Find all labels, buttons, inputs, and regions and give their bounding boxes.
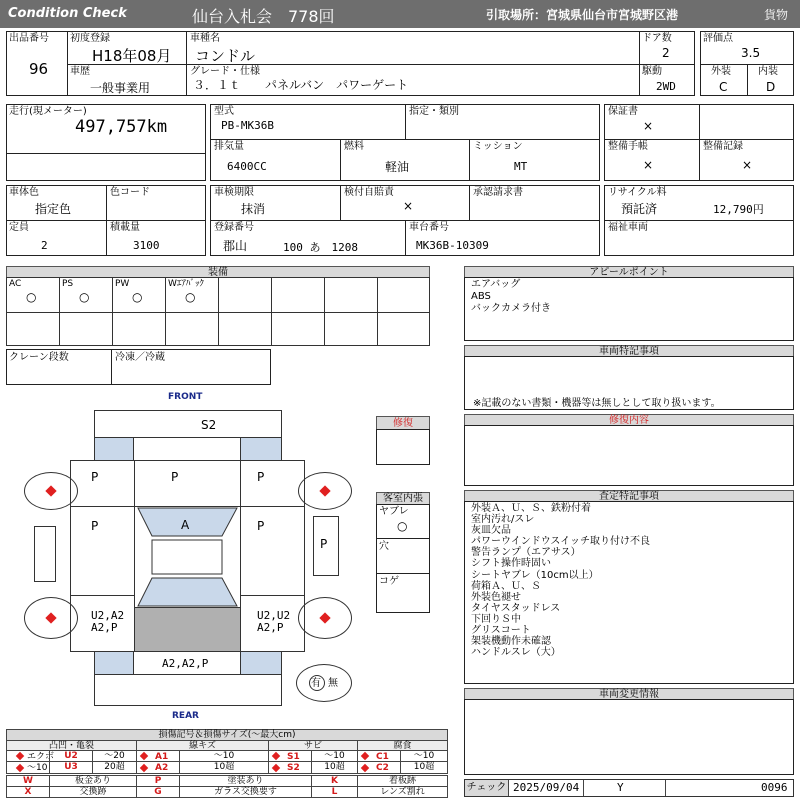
special-title: 車両特記事項	[464, 345, 794, 357]
damage-p: P	[257, 470, 265, 484]
doors-value: 2	[662, 46, 670, 60]
history-box	[67, 64, 187, 96]
grade-value: ３．１ｔ パネルバン パワーゲート	[193, 78, 409, 92]
note-line: 室内汚れ/スレ	[471, 514, 535, 526]
warranty-sub-box	[699, 104, 794, 140]
legend-size: 〜10	[311, 750, 358, 762]
legend-code: A1	[155, 752, 169, 762]
equipment-ps-label: PS	[62, 279, 74, 289]
colorcode-box	[106, 185, 206, 221]
equipment-cell	[165, 312, 219, 346]
change-info-title: 車両変更情報	[464, 688, 794, 700]
symbol-meaning: 板金あり	[49, 775, 137, 787]
equipment-cell	[324, 312, 378, 346]
legend-diamond-icon	[140, 764, 148, 772]
front-bumper-damage: S2	[201, 418, 217, 432]
manual-value: ×	[643, 158, 654, 172]
color-box	[6, 185, 107, 221]
mileage-sub-box	[6, 153, 206, 181]
repair-label: 修復	[376, 416, 430, 430]
legend-damage-table	[6, 740, 448, 774]
exterior-grade: C	[719, 80, 728, 94]
left-front-fender	[70, 460, 135, 507]
legend-code: S2	[287, 763, 300, 773]
mileage-value: 497,757km	[75, 117, 168, 137]
approval-label: 承認請求書	[473, 187, 523, 198]
equipment-cell	[271, 277, 325, 313]
check-date: 2025/09/04	[513, 781, 580, 794]
legend-size: 10超	[400, 761, 448, 774]
legend-text: 〜10	[27, 763, 48, 773]
rear-panel	[133, 651, 241, 675]
damage-p: P	[320, 537, 328, 551]
interior-title: 客室内張	[376, 492, 430, 505]
interior-hole-label: 穴	[379, 541, 389, 552]
legend-size: 〜20	[92, 750, 137, 762]
symbol-code: L	[311, 786, 358, 798]
symbol-code: K	[311, 775, 358, 787]
right-rear-damage-1: U2,U2	[257, 609, 291, 622]
damage-diagram	[0, 388, 376, 724]
name-box	[186, 31, 640, 65]
legend-title: 損傷記号＆損傷サイズ(〜最大cm)	[6, 729, 448, 741]
displacement-value: 6400CC	[227, 160, 267, 173]
interior-tear-box	[376, 504, 430, 539]
legend-diamond-icon	[272, 764, 280, 772]
front-right-corner	[240, 437, 282, 461]
first-reg-value: H18年08月	[92, 47, 172, 65]
vehicle-category: 貨物	[764, 8, 789, 22]
front-bumper-panel	[94, 410, 282, 438]
inspection-notes-title: 査定特記事項	[464, 490, 794, 502]
right-rear-panel	[240, 595, 305, 652]
first-reg-label: 初度登録	[70, 33, 110, 44]
appeal-item: エアバッグ	[471, 279, 521, 290]
legend-diamond-icon	[16, 752, 24, 760]
repair-box	[376, 429, 430, 465]
equipment-grid	[6, 277, 430, 346]
color-value: 指定色	[35, 202, 72, 216]
crane-box	[6, 349, 112, 385]
history-label: 車歴	[70, 66, 90, 77]
load-value: 3100	[133, 239, 160, 252]
note-line: シフト操作時固い	[471, 558, 551, 570]
change-info-box	[464, 699, 794, 775]
legend-group: 線キズ	[136, 740, 269, 751]
recycle-box	[604, 185, 794, 221]
exterior-box	[700, 64, 748, 96]
interior-label: 内装	[758, 66, 778, 77]
recycle-label: リサイクル料	[608, 187, 667, 198]
legend-diamond-icon	[361, 764, 369, 772]
divider	[583, 780, 584, 796]
legend-code: S1	[287, 752, 300, 762]
interior-burn-box	[376, 573, 430, 613]
regno-label: 登録番号	[214, 222, 254, 233]
displacement-label: 排気量	[214, 141, 244, 152]
left-rear-panel	[70, 595, 135, 652]
designation-label: 指定・類別	[409, 106, 459, 117]
drive-value: 2WD	[656, 80, 676, 93]
freezer-box	[111, 349, 271, 385]
load-label: 積載量	[110, 222, 140, 233]
lot-box	[6, 31, 68, 96]
equipment-cell	[218, 312, 272, 346]
appeal-item: ABS	[471, 291, 491, 302]
spare-yes: 有	[311, 678, 321, 689]
legend-size: 10超	[179, 761, 269, 774]
damage-p: P	[91, 519, 99, 533]
symbol-meaning: レンズ割れ	[357, 786, 448, 798]
colorcode-label: 色コード	[110, 187, 150, 198]
legend-symbol-table	[6, 775, 448, 798]
equipment-title: 装備	[6, 266, 430, 278]
equipment-wairbag-label: Wｴｱﾊﾞｯｸ	[168, 279, 204, 289]
record-box	[699, 139, 794, 181]
symbol-code: W	[6, 775, 50, 787]
score-label: 評価点	[703, 33, 733, 44]
doors-label: ドア数	[642, 33, 672, 44]
manual-label: 整備手帳	[608, 141, 648, 152]
fuel-box	[340, 139, 470, 181]
right-door	[240, 506, 305, 596]
equipment-cell-ps	[59, 277, 113, 313]
equipment-pw-label: PW	[115, 279, 130, 289]
front-panel	[133, 437, 241, 461]
equipment-cell	[377, 277, 430, 313]
note-line: タイヤスタッドレス	[471, 602, 561, 614]
equipment-cell-wairbag	[165, 277, 219, 313]
appeal-box	[464, 277, 794, 341]
legend-cell	[6, 761, 50, 774]
rear-right-corner	[240, 651, 282, 675]
mission-box	[469, 139, 600, 181]
regno-box	[210, 220, 406, 256]
damage-p: P	[257, 519, 265, 533]
symbol-code: X	[6, 786, 50, 798]
interior-box	[747, 64, 794, 96]
legend-code: C1	[376, 752, 389, 762]
rear-glass	[138, 578, 237, 606]
manual-box	[604, 139, 700, 181]
equipment-cell	[377, 312, 430, 346]
score-box	[700, 31, 794, 65]
header-bar	[0, 0, 800, 28]
right-front-fender	[240, 460, 305, 507]
capacity-value: 2	[41, 239, 48, 252]
chassis-box	[405, 220, 600, 256]
left-door	[70, 506, 135, 596]
roof-panel	[152, 540, 222, 574]
inspection-notes-box	[464, 501, 794, 684]
model-value: PB-MK36B	[221, 119, 274, 132]
rear-panel-damage: A2,A2,P	[162, 657, 209, 670]
warranty-label: 保証書	[608, 106, 638, 117]
equipment-ac-label: AC	[9, 279, 22, 289]
equipment-cell	[271, 312, 325, 346]
note-line: 警告ランプ（エアサス）	[471, 547, 581, 559]
spare-no: 無	[328, 678, 338, 689]
warranty-box	[604, 104, 700, 140]
repair-content-box	[464, 425, 794, 486]
equipment-pw-mark: ○	[132, 290, 143, 304]
symbol-code: G	[136, 786, 180, 798]
check-number: 0096	[761, 781, 788, 794]
drive-label: 駆動	[642, 66, 662, 77]
note-line: 灰皿欠品	[471, 525, 511, 537]
interior-tear-label: ヤブレ	[379, 506, 409, 517]
fuel-label: 燃料	[344, 141, 364, 152]
autotax-box	[340, 185, 470, 221]
mileage-label: 走行(現メーター)	[9, 106, 87, 117]
hood-panel	[134, 460, 241, 507]
interior-grade: D	[766, 80, 776, 94]
check-code: Y	[617, 781, 624, 794]
damage-p: P	[171, 470, 179, 484]
record-value: ×	[742, 158, 753, 172]
note-line: 外装Ａ、Ｕ、Ｓ、鉄粉付着	[471, 503, 591, 514]
front-left-corner	[94, 437, 134, 461]
inspection-label: 車検期限	[214, 187, 254, 198]
note-line: パワーウインドウスイッチ取り付け不良	[471, 536, 650, 548]
warranty-value: ×	[643, 119, 654, 133]
rear-bumper-panel	[94, 674, 282, 706]
interior-hole-box	[376, 538, 430, 574]
crane-label: クレーン段数	[9, 352, 69, 363]
left-rear-damage-1: U2,A2	[91, 609, 125, 622]
equipment-cell-pw	[112, 277, 166, 313]
check-label: チェック	[465, 780, 509, 796]
equipment-cell	[6, 312, 60, 346]
grade-box	[186, 64, 640, 96]
right-side-mirror	[313, 516, 339, 576]
legend-code: A2	[155, 763, 169, 773]
fuel-value: 軽油	[385, 160, 410, 174]
equipment-cell-ac	[6, 277, 60, 313]
welfare-label: 福祉車両	[608, 222, 648, 233]
rear-bed-panel	[134, 607, 241, 652]
note-line: 荷箱Ａ、Ｕ、Ｓ	[471, 580, 541, 592]
left-side-mirror	[34, 526, 56, 582]
note-line: グリスコート	[471, 625, 531, 637]
autotax-value: ×	[403, 199, 414, 213]
regno-number: 100 あ 1208	[283, 241, 358, 254]
chassis-value: MK36B-10309	[416, 239, 489, 252]
score-value: 3.5	[741, 46, 761, 60]
lot-label: 出品番号	[9, 33, 49, 44]
inspection-value: 抹消	[241, 202, 266, 216]
rear-left-corner	[94, 651, 134, 675]
legend-group: 凸凹・亀裂	[6, 740, 137, 751]
form-title: Condition Check	[8, 6, 127, 21]
capacity-label: 定員	[9, 222, 29, 233]
equipment-cell	[112, 312, 166, 346]
note-line: 架装機動作未確認	[471, 636, 551, 648]
equipment-wairbag-mark: ○	[185, 290, 196, 304]
equipment-cell	[324, 277, 378, 313]
special-note: ※記載のない書類・機器等は無しとして取り扱います。	[473, 398, 721, 409]
inspection-box	[210, 185, 341, 221]
first-reg-box	[67, 31, 187, 65]
left-rear-damage-2: A2,P	[91, 621, 118, 634]
pickup-location: 引取場所：宮城県仙台市宮城野区港	[486, 8, 679, 22]
chassis-label: 車台番号	[409, 222, 449, 233]
auction-title: 仙台入札会 778回	[192, 7, 335, 26]
displacement-box	[210, 139, 341, 181]
name-label: 車種名	[190, 33, 220, 44]
appeal-title: アピールポイント	[464, 266, 794, 278]
equipment-cell	[218, 277, 272, 313]
note-line: シートヤブレ（10cm以上）	[471, 569, 599, 581]
interior-tear-mark: ○	[397, 519, 408, 533]
legend-code: U2	[49, 750, 93, 762]
legend-size: 20超	[92, 761, 137, 774]
note-line: 外装色褪せ	[471, 591, 521, 603]
legend-text: エクボ	[27, 752, 55, 762]
symbol-meaning: ガラス交換要す	[179, 786, 312, 798]
designation-box	[405, 104, 600, 140]
capacity-box	[6, 220, 107, 256]
mileage-box	[6, 104, 206, 154]
legend-cell	[357, 761, 401, 774]
symbol-meaning: 着板跡	[357, 775, 448, 787]
legend-size: 〜10	[179, 750, 269, 762]
legend-cell	[268, 761, 312, 774]
legend-size: 〜10	[400, 750, 448, 762]
equipment-ps-mark: ○	[79, 290, 90, 304]
legend-diamond-icon	[16, 764, 24, 772]
approval-box	[469, 185, 600, 221]
exterior-label: 外装	[711, 66, 731, 77]
mission-label: ミッション	[473, 141, 523, 152]
model-box	[210, 104, 406, 140]
drive-box	[639, 64, 695, 96]
legend-cell	[136, 761, 180, 774]
legend-diamond-icon	[140, 752, 148, 760]
interior-burn-label: コゲ	[379, 576, 399, 587]
record-label: 整備記録	[703, 141, 743, 152]
check-row	[464, 779, 794, 797]
legend-group: サビ	[268, 740, 358, 751]
legend-code: U3	[49, 761, 93, 774]
model-label: 型式	[214, 106, 234, 117]
appeal-list	[471, 279, 551, 315]
freezer-label: 冷凍／冷蔵	[115, 352, 165, 363]
welfare-box	[604, 220, 794, 256]
color-label: 車体色	[9, 187, 39, 198]
legend-group: 腐食	[357, 740, 448, 751]
mission-value: MT	[514, 160, 528, 173]
repair-content-title: 修復内容	[464, 414, 794, 426]
symbol-meaning: 塗装あり	[179, 775, 312, 787]
equipment-cell	[59, 312, 113, 346]
inspection-notes-list	[471, 503, 650, 658]
recycle-status: 預託済	[621, 202, 658, 216]
vehicle-name: コンドル	[195, 47, 256, 65]
equipment-ac-mark: ○	[26, 290, 37, 304]
legend-diamond-icon	[272, 752, 280, 760]
legend-diamond-icon	[361, 752, 369, 760]
symbol-code: P	[136, 775, 180, 787]
recycle-fee: 12,790円	[713, 203, 764, 216]
history-value: 一般事業用	[90, 81, 151, 95]
note-line: 下回りＳ中	[471, 613, 521, 625]
front-label: FRONT	[168, 392, 203, 402]
lot-number: 96	[29, 60, 49, 78]
doors-box	[639, 31, 695, 65]
damage-p: P	[91, 470, 99, 484]
right-rear-damage-2: A2,P	[257, 621, 284, 634]
regno-area: 郡山	[223, 239, 248, 253]
symbol-meaning: 交換跡	[49, 786, 137, 798]
autotax-label: 検付自賠責	[344, 187, 394, 198]
legend-size: 10超	[311, 761, 358, 774]
grade-label: グレード・仕様	[190, 66, 260, 77]
rear-label: REAR	[172, 711, 199, 721]
legend-code: C2	[376, 763, 389, 773]
windshield-damage: A	[181, 518, 190, 532]
appeal-item: バックカメラ付き	[471, 303, 551, 314]
note-line: ハンドルスレ（大）	[471, 647, 561, 659]
divider	[665, 780, 666, 796]
special-box	[464, 356, 794, 410]
load-box	[106, 220, 206, 256]
